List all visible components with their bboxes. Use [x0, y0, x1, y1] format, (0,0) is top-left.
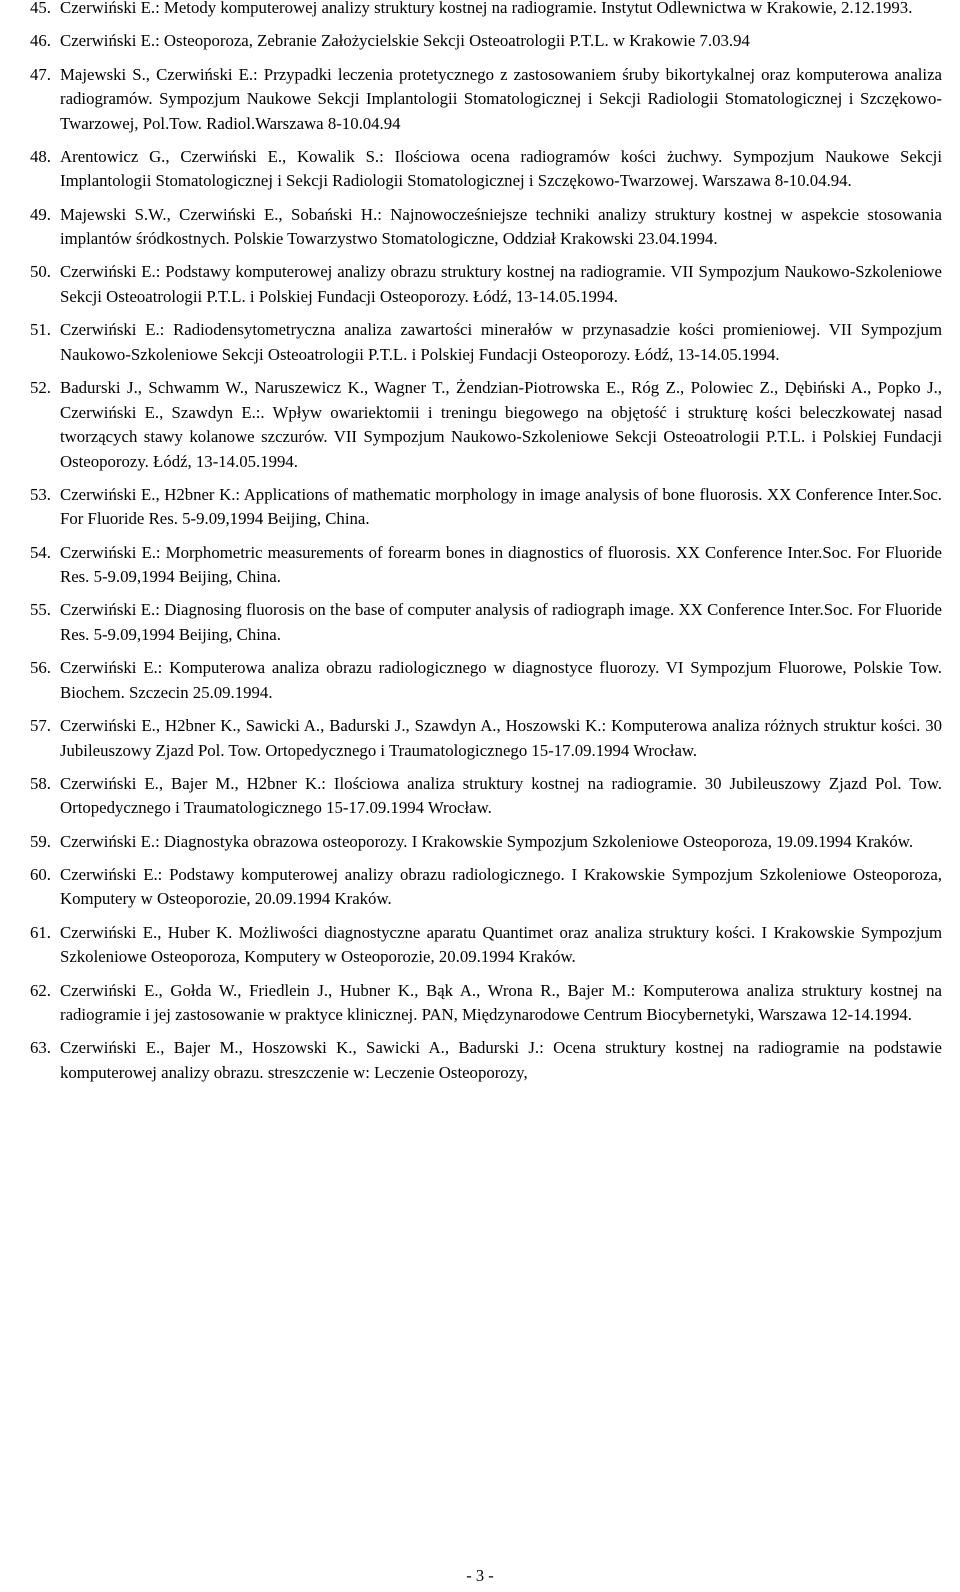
- reference-number: 62.: [30, 980, 51, 1000]
- reference-number: 61.: [30, 922, 51, 942]
- reference-text: Czerwiński E.: Diagnostyka obrazowa osteoporozy. I Krakowskie Sympozjum Szkoleniowe Osteoporoza, 19.09.1994 Kraków.: [60, 831, 914, 851]
- reference-number: 57.: [30, 716, 51, 736]
- reference-number: 49.: [30, 204, 51, 224]
- reference-number: 56.: [30, 658, 51, 678]
- reference-item: [30, 830, 942, 855]
- reference-text: Czerwiński E., Gołda W., Friedlein J., Hubner K., Bąk A., Wrona R., Bajer M.: Komputerowa analiza struktury kostnej na radiogramie i jej zastosowanie w praktyce klinicznej. PAN, Międzynarodowe Centrum Biocybernetyki, Warszawa 12-14.1994.: [60, 980, 942, 1025]
- reference-number: 55.: [30, 600, 51, 620]
- reference-item: [30, 714, 942, 763]
- reference-text: Czerwiński E.: Podstawy komputerowej analizy obrazu radiologicznego. I Krakowskie Sympozjum Szkoleniowe Osteoporoza, Komputery w Osteoporozie, 20.09.1994 Kraków.: [60, 864, 942, 909]
- reference-item: [30, 260, 942, 309]
- reference-item: [30, 863, 942, 912]
- reference-number: 50.: [30, 262, 51, 282]
- reference-item: [30, 1036, 942, 1085]
- reference-item: [30, 483, 942, 532]
- reference-item: [30, 318, 942, 367]
- reference-text: Czerwiński E.: Metody komputerowej analizy struktury kostnej na radiogramie. Instytut Odlewnictwa w Krakowie, 2.12.1993.: [60, 0, 913, 17]
- reference-number: 63.: [30, 1038, 51, 1058]
- reference-text: Badurski J., Schwamm W., Naruszewicz K., Wagner T., Żendzian-Piotrowska E., Róg Z., Polowiec Z., Dębiński A., Popko J., Czerwiński E., Szawdyn E.:. Wpływ owariektomii i treningu biegowego na objętość i strukturę kości beleczkowatej nasad tworzących stawy kolanowe szczurów. VII Sympozjum Naukowo-Szkoleniowe Sekcji Osteoatrologii P.T.L. i Polskiej Fundacji Osteoporozy. Łódź, 13-14.05.1994.: [60, 378, 942, 471]
- reference-text: Czerwiński E., Huber K. Możliwości diagnostyczne aparatu Quantimet oraz analiza struktury kości. I Krakowskie Sympozjum Szkoleniowe Osteoporoza, Komputery w Osteoporozie, 20.09.1994 Kraków.: [60, 922, 942, 967]
- reference-number: 46.: [30, 31, 51, 51]
- page-number: - 3 -: [466, 1566, 494, 1585]
- reference-item: [30, 63, 942, 137]
- reference-number: 58.: [30, 773, 51, 793]
- reference-item: [30, 0, 942, 21]
- reference-text: Czerwiński E.: Podstawy komputerowej analizy obrazu struktury kostnej na radiogramie. VII Sympozjum Naukowo-Szkoleniowe Sekcji Osteoatrologii P.T.L. i Polskiej Fundacji Osteoporozy. Łódź, 13-14.05.1994.: [60, 262, 942, 306]
- reference-number: 51.: [30, 320, 51, 340]
- reference-item: [30, 541, 942, 590]
- reference-text: Majewski S.W., Czerwiński E., Sobański H.: Najnowocześniejsze techniki analizy struktury kostnej w aspekcie stosowania implantów śródkostnych. Polskie Towarzystwo Stomatologiczne, Oddział Krakowski 23.04.1994.: [60, 204, 942, 249]
- reference-number: 48.: [30, 146, 51, 166]
- reference-text: Arentowicz G., Czerwiński E., Kowalik S.: Ilościowa ocena radiogramów kości żuchwy. Sympozjum Naukowe Sekcji Implantologii Stomatologicznej i Sekcji Radiologii Stomatologicznej i Szczękowo-Twarzowej. Warszawa 8-10.04.94.: [60, 146, 942, 191]
- reference-number: 53.: [30, 484, 51, 504]
- reference-text: Czerwiński E., H2bner K.: Applications of mathematic morphology in image analysis of bone fluorosis. XX Conference Inter.Soc. For Fluoride Res. 5-9.09,1994 Beijing, China.: [60, 484, 942, 529]
- reference-item: [30, 29, 942, 54]
- reference-list: [30, 0, 942, 1094]
- reference-number: 59.: [30, 831, 51, 851]
- reference-number: 54.: [30, 542, 51, 562]
- reference-item: [30, 656, 942, 705]
- reference-text: Czerwiński E.: Morphometric measurements of forearm bones in diagnostics of fluorosis. XX Conference Inter.Soc. For Fluoride Res. 5-9.09,1994 Beijing, China.: [60, 542, 942, 587]
- reference-text: Czerwiński E., Bajer M., H2bner K.: Ilościowa analiza struktury kostnej na radiogramie. 30 Jubileuszowy Zjazd Pol. Tow. Ortopedycznego i Traumatologicznego 15-17.09.1994 Wrocław.: [60, 773, 942, 818]
- reference-item: [30, 145, 942, 194]
- reference-item: [30, 921, 942, 970]
- reference-text: Czerwiński E.: Komputerowa analiza obrazu radiologicznego w diagnostyce fluorozy. VI Sympozjum Fluorowe, Polskie Tow. Biochem. Szczecin 25.09.1994.: [60, 658, 942, 702]
- reference-item: [30, 203, 942, 252]
- reference-number: 52.: [30, 378, 51, 398]
- reference-text: Majewski S., Czerwiński E.: Przypadki leczenia protetycznego z zastosowaniem śruby bikortykalnej oraz komputerowa analiza radiogramów. Sympozjum Naukowe Sekcji Implantologii Stomatologicznej i Sekcji Radiologii Stomatologicznej i Szczękowo-Twarzowej, Pol.Tow. Radiol.Warszawa 8-10.04.94: [60, 64, 942, 133]
- reference-text: Czerwiński E., Bajer M., Hoszowski K., Sawicki A., Badurski J.: Ocena struktury kostnej na radiogramie na podstawie komputerowej analizy obrazu. streszczenie w: Leczenie Osteoporozy,: [60, 1038, 942, 1082]
- reference-number: 47.: [30, 64, 51, 84]
- reference-number: 45.: [30, 0, 51, 17]
- reference-number: 60.: [30, 864, 51, 884]
- reference-text: Czerwiński E.: Osteoporoza, Zebranie Założycielskie Sekcji Osteoatrologii P.T.L. w Krakowie 7.03.94: [60, 31, 750, 51]
- reference-text: Czerwiński E., H2bner K., Sawicki A., Badurski J., Szawdyn A., Hoszowski K.: Komputerowa analiza różnych struktur kości. 30 Jubileuszowy Zjazd Pol. Tow. Ortopedycznego i Traumatologicznego 15-17.09.1994 Wrocław.: [60, 716, 942, 760]
- reference-item: [30, 772, 942, 821]
- reference-text: Czerwiński E.: Radiodensytometryczna analiza zawartości minerałów w przynasadzie kości promieniowej. VII Sympozjum Naukowo-Szkoleniowe Sekcji Osteoatrologii P.T.L. i Polskiej Fundacji Osteoporozy. Łódź, 13-14.05.1994.: [60, 320, 942, 364]
- reference-text: Czerwiński E.: Diagnosing fluorosis on the base of computer analysis of radiograph image. XX Conference Inter.Soc. For Fluoride Res. 5-9.09,1994 Beijing, China.: [60, 600, 942, 644]
- reference-item: [30, 598, 942, 647]
- reference-item: [30, 376, 942, 474]
- reference-item: [30, 979, 942, 1028]
